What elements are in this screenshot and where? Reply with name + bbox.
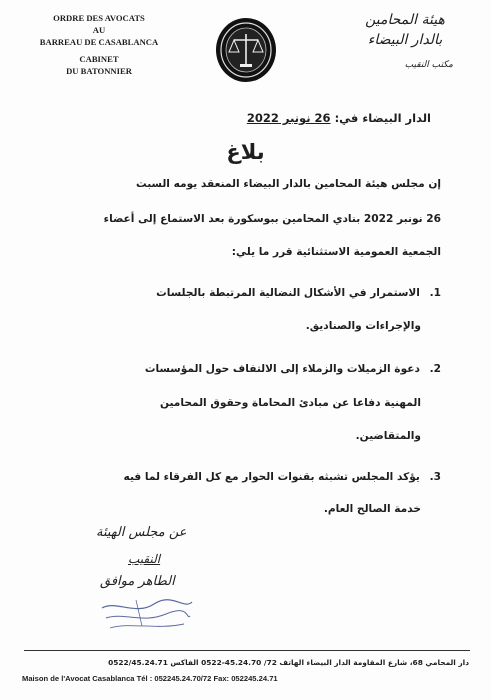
footer-address-fr: Maison de l'Avocat Casablanca Tél : 052245.24.70/72 Fax: 052245.24.71 — [22, 674, 278, 683]
item-3-number: 3. — [429, 471, 441, 483]
handwritten-signature-stamp — [96, 596, 196, 634]
item-1-number: 1. — [429, 287, 441, 299]
item-2-line-2: المهنية دفاعا عن مبادئ المحاماة وحقوق المحامين — [159, 397, 421, 409]
footer-divider — [24, 650, 470, 651]
ar-cabinet-label: مكتب النقيب — [404, 60, 453, 70]
item-1-line-1 — [156, 287, 441, 299]
item-1-line-2: والإجراءات والصناديق. — [305, 320, 421, 332]
item-2-text-1: دعوة الزميلات والزملاء إلى الالتفاف حول المؤسسات — [144, 363, 420, 375]
ar-org-line-2: بالدار البيضاء — [367, 32, 443, 48]
ar-org-line-1: هيئة المحامين — [365, 12, 445, 28]
signature-name: الطاهر موافق — [100, 574, 175, 589]
date-line — [247, 111, 431, 125]
fr-line-4: CABINET — [79, 54, 119, 64]
item-3-text-1: يؤكد المجلس تشبثه بقنوات الحوار مع كل الفرقاء لما فيه — [123, 471, 420, 483]
intro-line-2: 26 نونبر 2022 بنادي المحامين ببوسكورة بعد الاستماع إلى أعضاء — [103, 213, 441, 225]
item-2-line-1 — [145, 363, 441, 375]
item-2-number: 2. — [429, 363, 441, 375]
french-letterhead — [24, 12, 174, 77]
fr-line-3: BARREAU DE CASABLANCA — [39, 37, 159, 47]
signature-council: عن مجلس الهيئة — [96, 525, 187, 540]
communique-title: بلاغ — [226, 140, 265, 164]
signature-title: النقيب — [128, 552, 161, 566]
fr-line-1: ORDRE DES AVOCATS — [53, 13, 145, 23]
item-2-line-3: والمتقاضين. — [355, 430, 421, 442]
item-1-text-1: الاستمرار في الأشكال النضالية المرتبطة بالجلسات — [156, 287, 420, 299]
footer-address-ar: دار المحامي 68، شارع المقاومة الدار البيضاء الهاتف 72/ 45.24.70-0522 الفاكس 0522/45.24.71 — [108, 658, 469, 667]
intro-line-3: الجمعية العمومية الاستثنائية قرر ما يلي: — [231, 246, 441, 258]
fr-line-2: AU — [92, 25, 106, 35]
fr-line-5: DU BATONNIER — [66, 66, 132, 76]
intro-line-1: إن مجلس هيئة المحامين بالدار البيضاء المنعقد يومه السبت — [136, 178, 441, 190]
arabic-letterhead — [345, 10, 465, 50]
date-value: 26 نونبر 2022 — [246, 111, 331, 125]
item-3-line-1 — [124, 471, 441, 483]
date-prefix: الدار البيضاء في: — [334, 111, 431, 125]
bar-seal-logo — [214, 16, 278, 84]
item-3-line-2: خدمة الصالح العام. — [323, 503, 421, 515]
